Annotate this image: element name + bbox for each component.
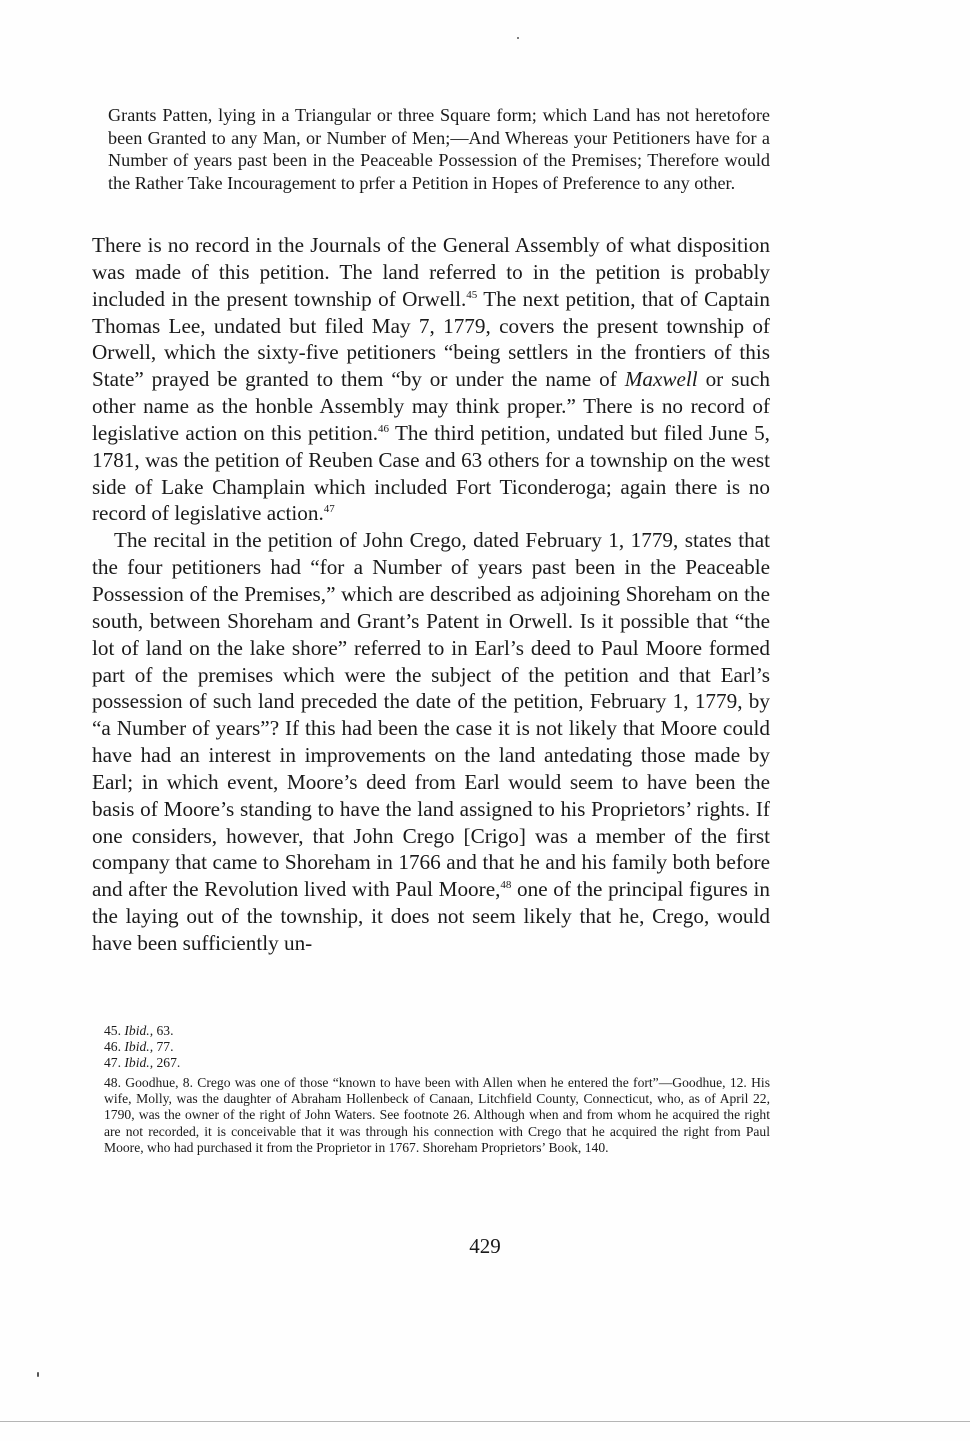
page-number: 429 bbox=[469, 1234, 501, 1258]
paragraph-2-text: one of the principal figures in the laying out of the township, it does not seem likely that he, Crego, would have been sufficiently un- bbox=[92, 877, 770, 955]
footnote-number: 47. bbox=[104, 1055, 121, 1071]
footnote-ibid: Ibid., bbox=[124, 1055, 154, 1071]
footnote-ref-46: 46 bbox=[378, 422, 390, 435]
block-quote bbox=[108, 104, 770, 194]
paragraph-1-text: The third petition, undated but filed June 5, 1781, was the petition of Reuben Case and 63 others for a township on the west side of Lake Champlain which included Fort Ticonderoga; again there is no record of legislative action. bbox=[92, 420, 770, 526]
footnote-ref-47: 47 bbox=[323, 503, 335, 516]
footnote-48: 48. Goodhue, 8. Crego was one of those “known to have been with Allen when he entered the fort”—Goodhue, 12. His wife, Molly, was the daughter of Abraham Hollenbeck of Canaan, Litchfield County, Connecticut, who, as of April 22, 1790, was the owner of the right of John Waters. See footnote 26. Although when and from whom he acquired the right are not recorded, it is conceivable that it was through his connection with Crego that he acquired the right from Paul Moore, who had purchased it from the Proprietor in 1767. Shoreham Proprietors’ Book, 140. bbox=[104, 1075, 770, 1155]
footnote-ibid: Ibid., bbox=[124, 1039, 154, 1055]
paragraph-1-text: There is no record in the Journals of the General Assembly of what disposition was made of this petition. The land referred to in the petition is probably included in the present township of Orwell. bbox=[92, 233, 770, 311]
footnote-page: 63. bbox=[153, 1023, 174, 1038]
footnote-number: 45. bbox=[104, 1023, 121, 1038]
paragraph-2-text: The recital in the petition of John Crego, dated February 1, 1779, states that the four petitioners had “for a Number of years past been in the Peaceable Possession of the Premises,” which are described as adjoining Shoreham on the south, between Shoreham and Grant’s Patent in Orwell. Is it possible that “the lot of land on the lake shore” referred to in Earl’s deed to Paul Moore formed part of the premises which were the subject of the petition and that Earl’s possession of such land preceded the date of the petition, February 1, 1779, by “a Number of years”? If this had been the case it is not likely that Moore could have had an interest in improvements on the land antedating those made by Earl; in which event, Moore’s deed from Earl would seem to have been the basis of Moore’s standing to have the land assigned to his Proprietors’ rights. If one considers, however, that John Crego [Crigo] was a member of the first company that came to Shoreham in 1766 and that he and his family both before and after the Revolution lived with Paul Moore, bbox=[92, 528, 770, 902]
bottom-rule bbox=[0, 1421, 970, 1422]
footnote-ibid: Ibid., bbox=[124, 1023, 154, 1038]
footnotes bbox=[104, 1023, 770, 1156]
scan-speck bbox=[517, 37, 519, 39]
paragraph-1-text: The next petition, that of Captain Thomas Lee, undated but filed May 7, 1779, covers the present township of Orwell, which the sixty-five petitioners “being settlers in the frontiers of this State” prayed be granted to them “by or under the name of bbox=[92, 286, 770, 392]
footnote-page: 267. bbox=[153, 1055, 181, 1071]
footnote-page: 77. bbox=[153, 1039, 174, 1055]
footnote-46 bbox=[104, 1039, 770, 1055]
quote-text: Grants Patten, lying in a Triangular or three Square form; which Land has not heretofore been Granted to any Man, or Number of Men;—And Whereas your Petitioners have for a Number of years past been in the Peaceable Possession of the Premises; Therefore would the Rather Take Incouragement to prfer a Petition in Hopes of Preference to any other. bbox=[108, 105, 770, 193]
scan-speck bbox=[37, 1372, 39, 1377]
footnote-ref-45: 45 bbox=[466, 288, 478, 301]
footnote-45 bbox=[104, 1023, 770, 1039]
paragraph-1-italic: Maxwell bbox=[624, 367, 698, 392]
body-text bbox=[92, 232, 770, 957]
paragraph-1-text: or such other name as the honble Assembly may think proper.” There is no record of legislative action on this petition. bbox=[92, 367, 770, 445]
paragraph-2 bbox=[92, 527, 770, 957]
footnote-47 bbox=[104, 1055, 770, 1071]
footnote-ref-48: 48 bbox=[500, 879, 512, 892]
footnote-number: 46. bbox=[104, 1039, 121, 1055]
paragraph-1 bbox=[92, 232, 770, 527]
